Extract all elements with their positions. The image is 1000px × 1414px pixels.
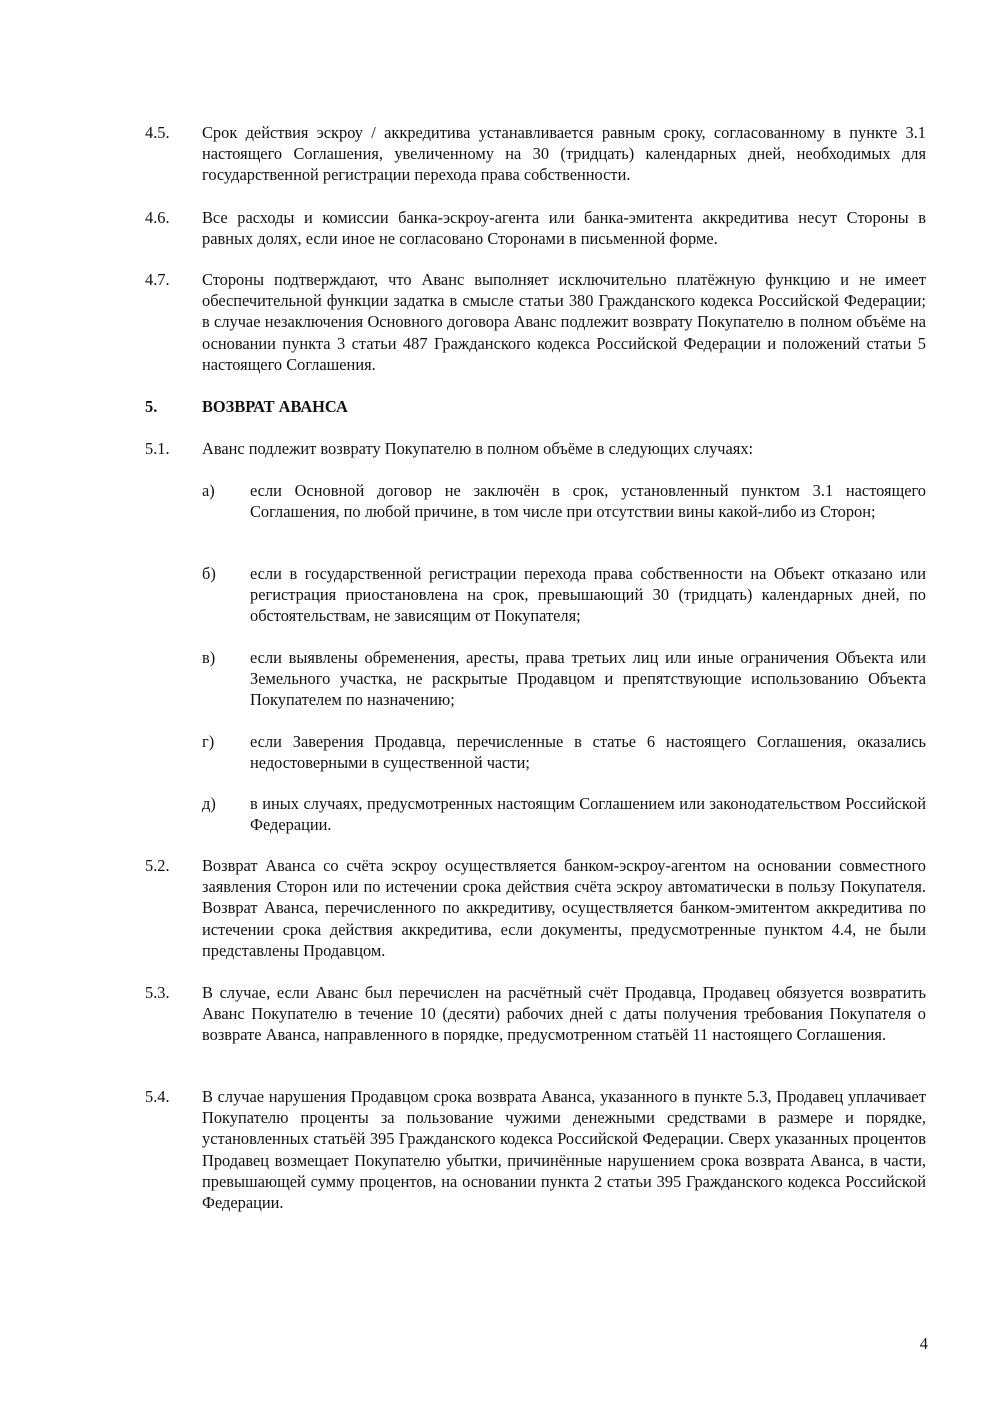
clause-number: 4.5.	[145, 123, 170, 142]
page-number: 4	[919, 1334, 928, 1353]
section-heading-5	[145, 396, 926, 417]
clause-number: 5.4.	[145, 1087, 170, 1106]
clause-number: 4.6.	[145, 208, 170, 227]
subclause-5-1-a	[202, 480, 926, 522]
subclause-letter: г)	[202, 732, 215, 751]
subclause-5-1-g	[202, 731, 926, 773]
subclause-letter: а)	[202, 481, 215, 500]
clause-text: В случае нарушения Продавцом срока возврата Аванса, указанного в пункте 5.3, Продавец уплачивает Покупателю проценты за пользование чужими денежными средствами в размере и порядке, установленных статьёй 395 Гражданского кодекса Российской Федерации. Сверх указанных процентов Продавец возмещает Покупателю убытки, причинённые нарушением срока возврата Аванса, в части, превышающей сумму процентов, на основании пункта 2 статьи 395 Гражданского кодекса Российской Федерации.	[202, 1087, 926, 1213]
subclause-5-1-b	[202, 563, 926, 627]
clause-5-2	[145, 855, 926, 961]
clause-number: 4.7.	[145, 270, 170, 289]
section-number: 5.	[145, 397, 158, 416]
subclause-text: если в государственной регистрации перехода права собственности на Объект отказано или регистрация приостановлена на срок, превышающий 30 (тридцать) календарных дней, по обстоятельствам, не зависящим от Покупателя;	[250, 564, 926, 626]
subclause-text: в иных случаях, предусмотренных настоящим Соглашением или законодательством Российской Федерации.	[250, 794, 926, 835]
clause-5-4	[145, 1086, 926, 1213]
clause-5-3	[145, 982, 926, 1046]
clause-number: 5.2.	[145, 856, 170, 875]
subclause-letter: в)	[202, 648, 216, 667]
clause-4-5	[145, 122, 926, 186]
clause-text: Стороны подтверждают, что Аванс выполняет исключительно платёжную функцию и не имеет обеспечительной функции задатка в смысле статьи 380 Гражданского кодекса Российской Федерации; в случае незаключения Основного договора Аванс подлежит возврату Покупателю в полном объёме на основании пункта 3 статьи 487 Гражданского кодекса Российской Федерации и положений статьи 5 настоящего Соглашения.	[202, 270, 926, 374]
subclause-5-1-v	[202, 647, 926, 711]
section-title: ВОЗВРАТ АВАНСА	[202, 397, 348, 416]
subclause-5-1-d	[202, 793, 926, 835]
subclause-text: если выявлены обременения, аресты, права третьих лиц или иные ограничения Объекта или Земельного участка, не раскрытые Продавцом и препятствующие использованию Объекта Покупателем по назначению;	[250, 648, 926, 710]
clause-4-7	[145, 269, 926, 375]
subclause-letter: д)	[202, 794, 216, 813]
clause-number: 5.3.	[145, 983, 170, 1002]
clause-4-6	[145, 207, 926, 249]
clause-text: Срок действия эскроу / аккредитива устанавливается равным сроку, согласованному в пункте 3.1 настоящего Соглашения, увеличенному на 30 (тридцать) календарных дней, необходимых для государственной регистрации перехода права собственности.	[202, 123, 926, 185]
subclause-letter: б)	[202, 564, 216, 583]
clause-text: В случае, если Аванс был перечислен на расчётный счёт Продавца, Продавец обязуется возвратить Аванс Покупателю в течение 10 (десяти) рабочих дней с даты получения требования Покупателя о возврате Аванса, направленного в порядке, предусмотренном статьёй 11 настоящего Соглашения.	[202, 983, 926, 1045]
clause-number: 5.1.	[145, 439, 170, 458]
clause-text: Все расходы и комиссии банка-эскроу-агента или банка-эмитента аккредитива несут Стороны в равных долях, если иное не согласовано Сторонами в письменной форме.	[202, 208, 926, 249]
subclause-text: если Основной договор не заключён в срок, установленный пунктом 3.1 настоящего Соглашения, по любой причине, в том числе при отсутствии вины какой-либо из Сторон;	[250, 481, 926, 522]
clause-5-1	[145, 438, 926, 459]
clause-text: Аванс подлежит возврату Покупателю в полном объёме в следующих случаях:	[202, 439, 754, 458]
clause-text: Возврат Аванса со счёта эскроу осуществляется банком-эскроу-агентом на основании совместного заявления Сторон или по истечении срока действия счёта эскроу автоматически в пользу Покупателя. Возврат Аванса, перечисленного по аккредитиву, осуществляется банком-эмитентом аккредитива по истечении срока действия аккредитива, если документы, предусмотренные пунктом 4.4, не были представлены Продавцом.	[202, 856, 926, 960]
subclause-text: если Заверения Продавца, перечисленные в статье 6 настоящего Соглашения, оказались недостоверными в существенной части;	[250, 732, 926, 773]
